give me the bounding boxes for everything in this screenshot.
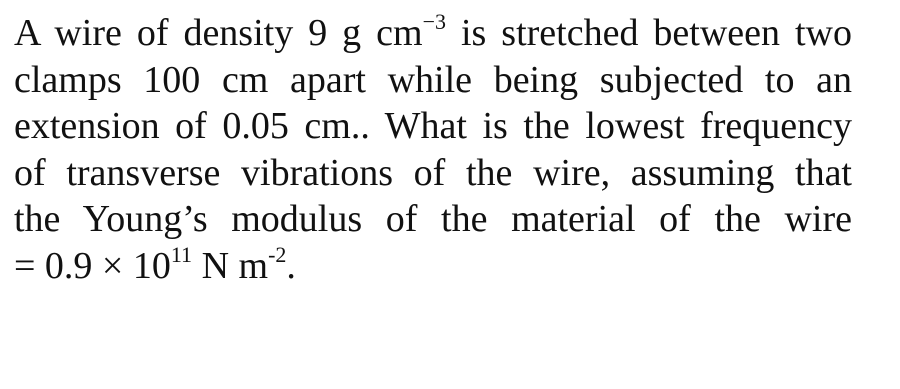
- text-segment: A wire of density 9 g cm: [14, 12, 423, 54]
- question-line-3: extension of 0.05 cm.. What is the lowest frequency: [14, 105, 852, 147]
- question-line-4: of transverse vibrations of the wire, assuming that: [14, 151, 852, 194]
- question-line-6: [14, 243, 852, 290]
- text-segment: is stretched between two: [446, 12, 853, 54]
- text-segment: .: [286, 244, 296, 287]
- unit-exponent: -2: [268, 241, 287, 267]
- question-text: [14, 10, 852, 289]
- text-segment: N m: [192, 244, 269, 287]
- question-line-2: clamps 100 cm apart while being subjected to an: [14, 58, 852, 101]
- question-line-5: the Young’s modulus of the material of the wire: [14, 198, 852, 240]
- power-exponent: 11: [170, 241, 193, 267]
- question-line-1: [14, 10, 852, 57]
- density-exponent: −3: [422, 9, 446, 35]
- text-segment: = 0.9 × 10: [14, 244, 171, 287]
